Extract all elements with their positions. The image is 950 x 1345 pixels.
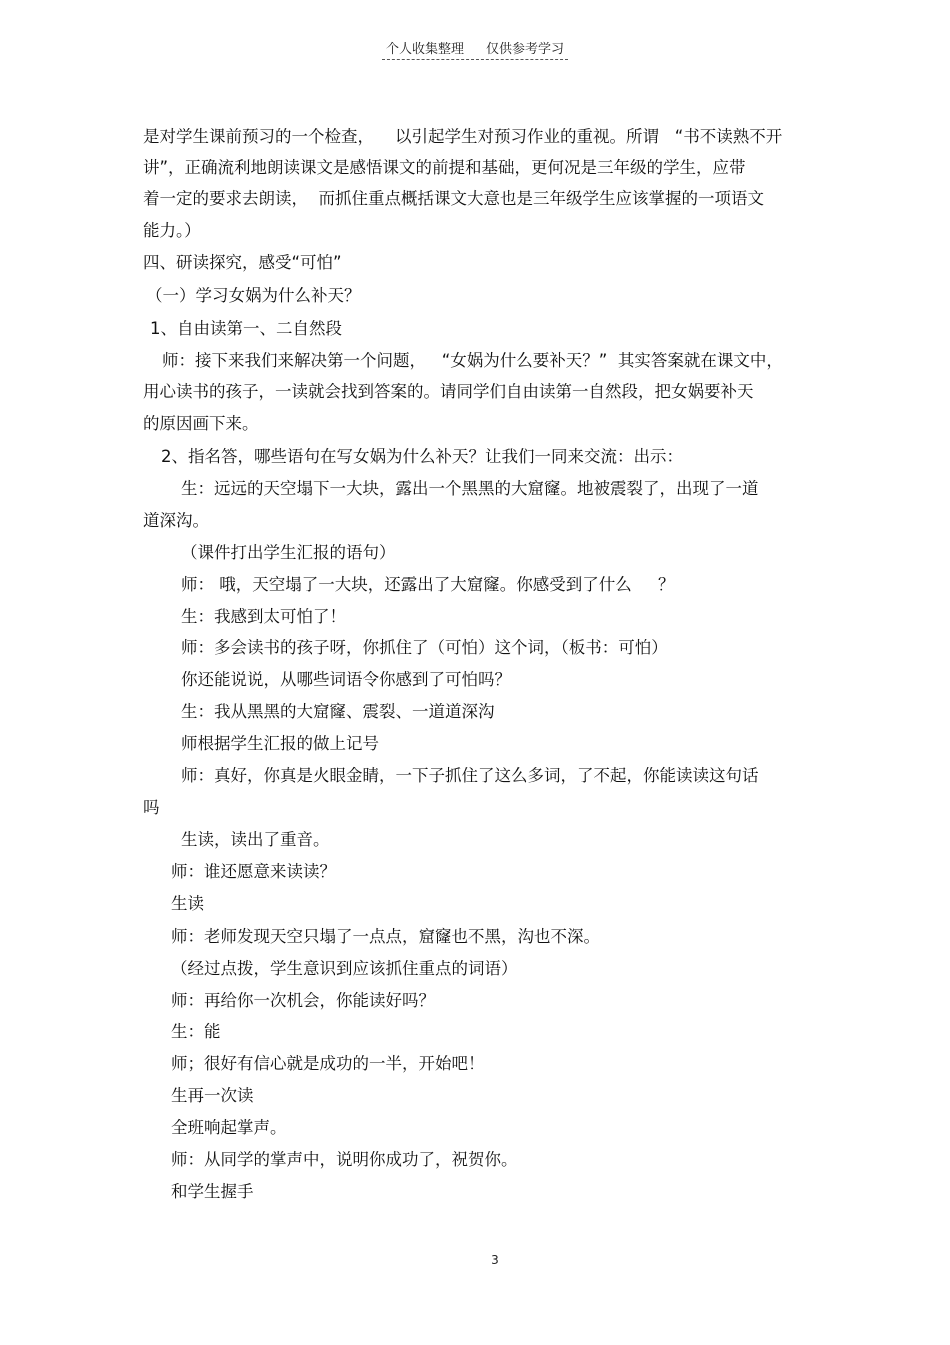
text-line: 用心读书的孩子，一读就会找到答案的。请同学们自由读第一自然段，把女娲要补天 [143, 382, 754, 401]
step-heading: 2、指名答，哪些语句在写女娲为什么补天？让我们一同来交流：出示： [161, 447, 683, 466]
text-line: 生读，读出了重音。 [181, 830, 330, 849]
text-line: 是对学生课前预习的一个检查， 以引起学生对预习作业的重视。所谓 “书不读熟不开 [143, 127, 783, 146]
text-line: 师：多会读书的孩子呀，你抓住了（可怕）这个词，（板书：可怕） [181, 638, 668, 657]
text-line: 师根据学生汇报的做上记号 [181, 734, 379, 753]
text-line: 着一定的要求去朗读， 而抓住重点概括课文大意也是三年级学生应该掌握的一项语文 [143, 189, 764, 208]
text-line: 你还能说说，从哪些词语令你感到了可怕吗？ [181, 670, 511, 689]
text-line: 和学生握手 [171, 1182, 254, 1201]
text-line: （经过点拨，学生意识到应该抓住重点的词语） [171, 959, 518, 978]
text-line: 生再一次读 [171, 1086, 254, 1105]
text-line: 师；很好有信心就是成功的一半，开始吧！ [171, 1054, 485, 1073]
text-line: 师：接下来我们来解决第一个问题， “女娲为什么要补天？” 其实答案就在课文中， [162, 351, 783, 370]
text-line: 师：谁还愿意来读读？ [171, 862, 336, 881]
page-header [0, 38, 950, 60]
page-number: 3 [491, 1253, 499, 1267]
text-line: 生：我感到太可怕了！ [181, 607, 346, 626]
text-line: 的原因画下来。 [143, 414, 259, 433]
step-heading: 1、自由读第一、二自然段 [150, 319, 342, 338]
text-line: 师：再给你一次机会，你能读好吗？ [171, 991, 435, 1010]
text-line: 全班响起掌声。 [171, 1118, 287, 1137]
text-line: 能力。） [143, 221, 201, 240]
header-left-text: 个人收集整理 [385, 42, 464, 57]
text-line: 生：远远的天空塌下一大块，露出一个黑黑的大窟窿。地被震裂了，出现了一道 [181, 479, 759, 498]
text-line: 讲”，正确流利地朗读课文是感悟课文的前提和基础，更何况是三年级的学生，应带 [143, 158, 746, 177]
text-line: 师：老师发现天空只塌了一点点，窟窿也不黑，沟也不深。 [171, 927, 600, 946]
text-line: 师：真好，你真是火眼金睛，一下子抓住了这么多词，了不起，你能读读这句话 [181, 766, 759, 785]
text-line: 师： 哦，天空塌了一大块，还露出了大窟窿。你感受到了什么 ？ [181, 575, 675, 594]
section-heading: 四、研读探究，感受“可怕” [143, 253, 342, 272]
text-line: 生：我从黑黑的大窟窿、震裂、一道道深沟 [181, 702, 495, 721]
subsection-heading: （一）学习女娲为什么补天？ [146, 286, 361, 305]
text-line: 吗 [143, 798, 160, 817]
text-line: 生：能 [171, 1022, 221, 1041]
text-line: （课件打出学生汇报的语句） [181, 543, 396, 562]
text-line: 生读 [171, 894, 204, 913]
header-right-text: 仅供参考学习 [486, 42, 565, 57]
text-line: 道深沟。 [143, 511, 209, 530]
header-rule [382, 38, 568, 60]
text-line: 师：从同学的掌声中，说明你成功了，祝贺你。 [171, 1150, 518, 1169]
